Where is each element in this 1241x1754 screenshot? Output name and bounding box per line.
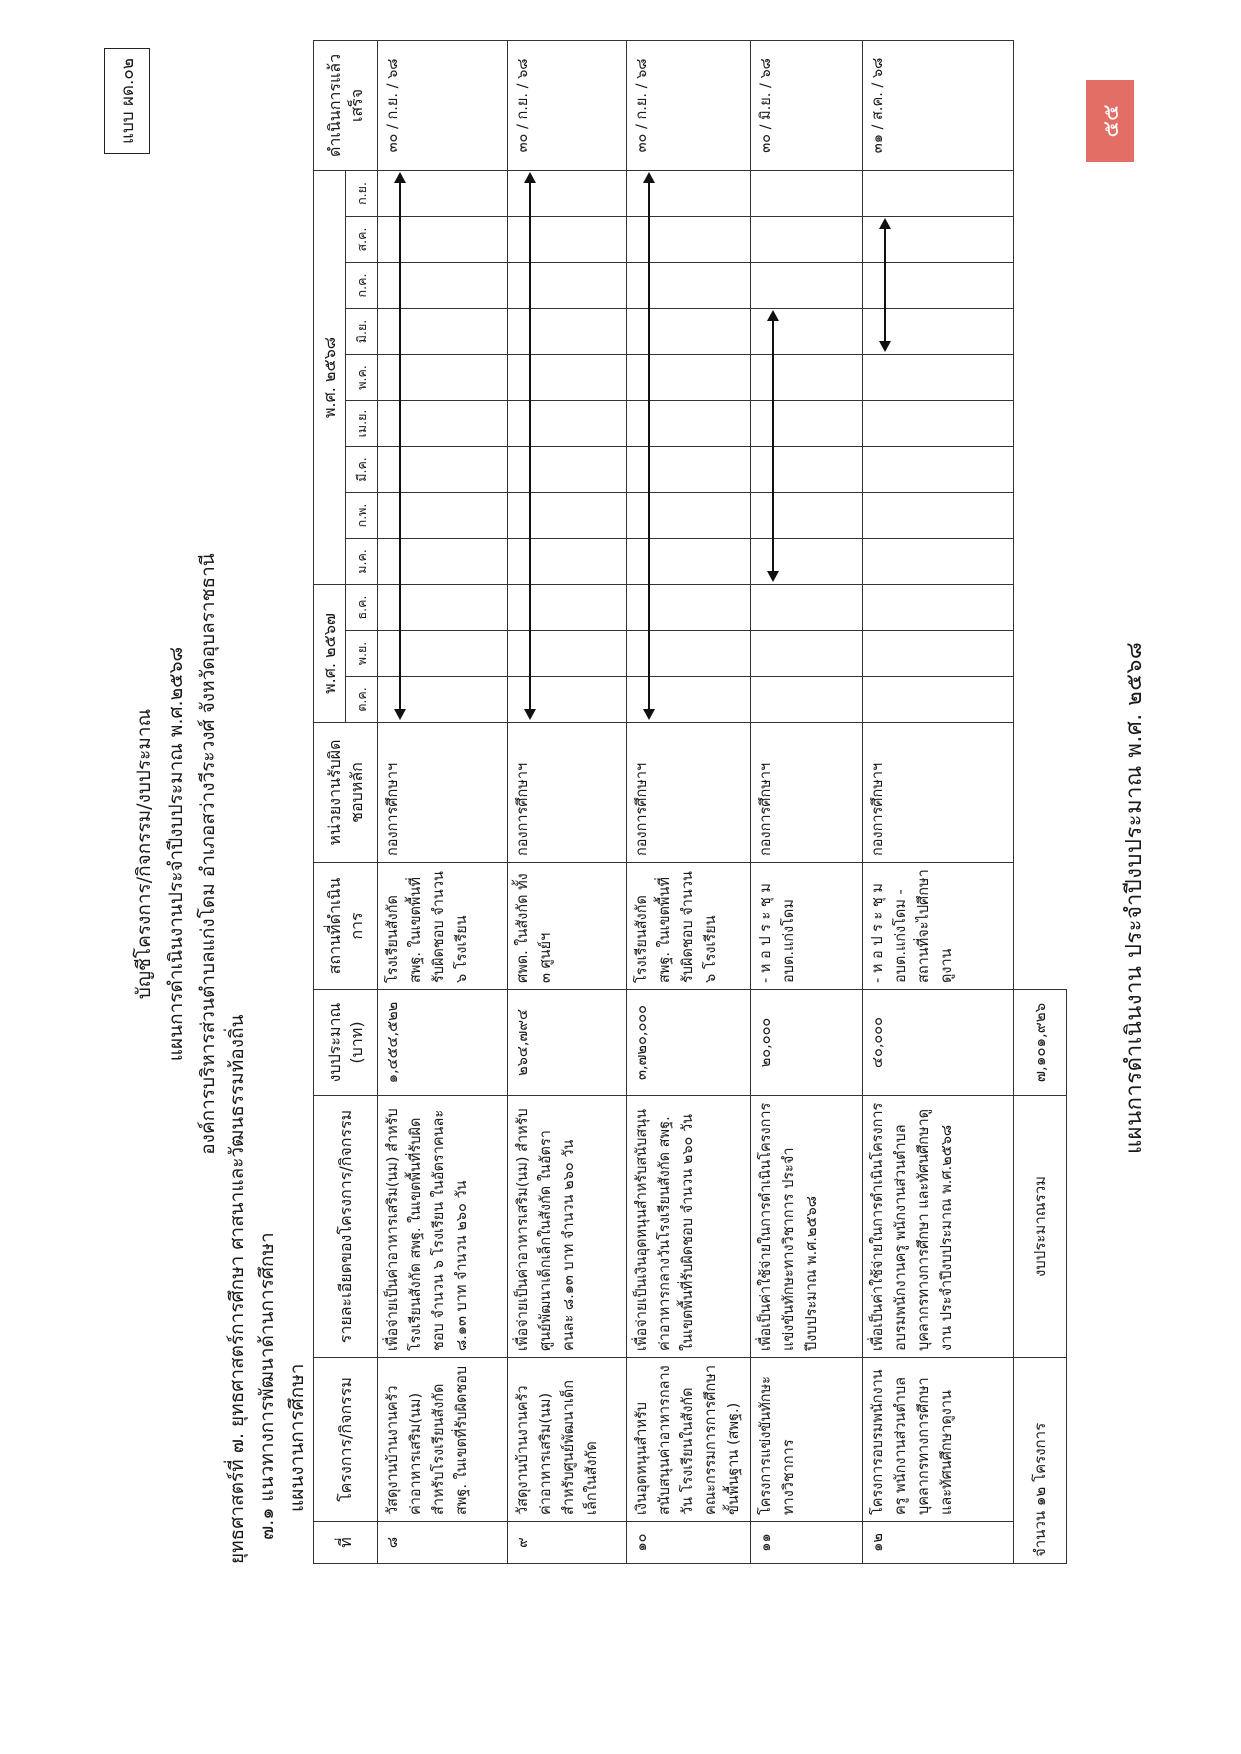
row-details: เพื่อเป็นค่าใช้จ่ายในการดำเนินโครงการอบรมพนักงานครู พนักงานส่วนตำบล บุคลากรทางการศึกษา และทัศนศึกษาดูงาน ประจำปีงบประมาณ พ.ศ.๒๕๖๘ [863,1096,1014,1358]
month-cell [508,584,627,630]
table-row [378,40,508,1563]
month-cell [863,262,1014,308]
month-cell [751,216,863,262]
month-header: พ.ค. [346,354,378,400]
month-cell [751,262,863,308]
title-line-3: องค์การบริหารส่วนตำบลแก่งโดม อำเภอสว่างวีระวงศ์ จังหวัดอุบลราชธานี [197,553,219,1155]
month-cell [627,631,751,677]
month-cell [627,354,751,400]
row-place: โรงเรียนสังกัด สพฐ. ในเขตพื้นที่รับผิดชอบ จำนวน ๖ โรงเรียน [627,863,751,990]
month-cell [863,677,1014,723]
month-cell [627,584,751,630]
row-completed: ๓๑ / ส.ค. / ๖๘ [863,40,1014,170]
row-budget: ๑,๔๕๔,๕๒๒ [378,990,508,1096]
row-place: - ห อ ป ร ะ ชุ ม อบต.แก่งโดม - สถานที่จะไปศึกษาดูงาน [863,863,1014,990]
month-cell [863,400,1014,446]
month-cell [863,538,1014,584]
month-cell [378,631,508,677]
month-cell [378,216,508,262]
title-line-1: บัญชีโครงการ/กิจกรรม/งบประมาณ [133,708,155,1000]
guideline-title: ๗.๑ แนวทางการพัฒนาด้านการศึกษา [256,1232,278,1540]
month-cell [378,400,508,446]
month-cell [751,538,863,584]
header-budget: งบประมาณ (บาท) [314,990,378,1096]
row-place: โรงเรียนสังกัด สพฐ. ในเขตพื้นที่รับผิดชอบ จำนวน ๖ โรงเรียน [378,863,508,990]
month-cell [508,262,627,308]
row-budget: ๒๖๔,๗๙๔ [508,990,627,1096]
row-place: ศพด. ในสังกัด ทั้ง ๓ ศูนย์ฯ [508,863,627,990]
header-details: รายละเอียดของโครงการ/กิจกรรม [314,1096,378,1358]
timeline-arrow [378,677,507,722]
total-sum-label: งบประมาณรวม [1014,1096,1067,1358]
month-cell [378,170,508,216]
month-header: เม.ย. [346,400,378,446]
month-header: ต.ค. [346,677,378,723]
row-number: ๑๒ [863,1522,1014,1564]
table-row [751,40,863,1563]
month-cell [378,308,508,354]
month-cell [627,677,751,723]
row-agency: กองการศึกษาฯ [751,723,863,863]
month-cell [751,677,863,723]
header-no: ที่ [314,1522,378,1564]
table-row [627,40,751,1563]
row-completed: ๓๐ / ก.ย. / ๖๘ [627,40,751,170]
month-cell [508,446,627,492]
row-agency: กองการศึกษาฯ [508,723,627,863]
month-cell [751,308,863,354]
row-agency: กองการศึกษาฯ [627,723,751,863]
total-sum: ๗,๑๐๑,๙๒๖ [1014,990,1067,1096]
month-cell [378,492,508,538]
month-header: ม.ค. [346,538,378,584]
month-cell [627,400,751,446]
project-table [313,40,1067,1564]
row-number: ๙ [508,1522,627,1564]
month-cell [378,446,508,492]
strategy-block [222,1015,312,1565]
timeline-arrow [751,539,862,584]
row-project: วัสดุงานบ้านงานครัว ค่าอาหารเสริม(นม) สำหรับศูนย์พัฒนาเด็กเล็กในสังกัด [508,1358,627,1522]
month-cell [508,308,627,354]
month-cell [508,677,627,723]
work-plan-title: แผนงานการศึกษา [286,1363,308,1512]
title-line-2: แผนการดำเนินงานประจำปีงบประมาณ พ.ศ.๒๕๖๘ [165,646,187,1062]
row-project: วัสดุงานบ้านงานครัว ค่าอาหารเสริม(นม) สำหรับโรงเรียนสังกัด สพฐ. ในเขตที่รับผิดชอบ [378,1358,508,1522]
row-project: โครงการอบรมพนักงานครู พนักงานส่วนตำบล บุคลากรทางการศึกษา และทัศนศึกษาดูงาน [863,1358,1014,1522]
month-cell [508,538,627,584]
row-project: โครงการแข่งขันทักษะทางวิชาการ [751,1358,863,1522]
total-count: จำนวน ๑๒ โครงการ [1014,1358,1067,1564]
month-header: ธ.ค. [346,584,378,630]
month-cell [751,446,863,492]
month-cell [863,308,1014,354]
row-details: เพื่อเป็นค่าใช้จ่ายในการดำเนินโครงการแข่งขันทักษะทางวิชาการ ประจำปีงบประมาณ พ.ศ.๒๕๖๘ [751,1096,863,1358]
total-row [1014,40,1067,1563]
form-code: แบบ ผด.๐๒ [104,48,150,154]
month-cell [863,584,1014,630]
document-title [128,474,224,1234]
month-cell [751,400,863,446]
timeline-arrow [863,309,1013,354]
row-details: เพื่อจ่ายเป็นค่าอาหารเสริม(นม) สำหรับโรงเรียนสังกัด สพฐ. ในเขตพื้นที่รับผิดชอบ จำนวน ๖ โรงเรียน ในอัตราคนละ ๘.๑๓ บาท จำนวน ๒๖๐ วัน [378,1096,508,1358]
row-details: เพื่อจ่ายเป็นค่าอาหารเสริม(นม) สำหรับศูนย์พัฒนาเด็กเล็กในสังกัด ในอัตราคนละ ๘.๑๓ บาท จำนวน ๒๖๐ วัน [508,1096,627,1358]
timeline-arrow [508,677,626,722]
row-number: ๑๑ [751,1522,863,1564]
month-cell [751,492,863,538]
row-project: เงินอุดหนุนสำหรับสนับสนุนค่าอาหารกลางวัน โรงเรียนในสังกัดคณะกรรมการการศึกษาขั้นพื้นฐาน (สพฐ.) [627,1358,751,1522]
row-completed: ๓๐ / มิ.ย. / ๖๘ [751,40,863,170]
month-cell [378,354,508,400]
timeline-arrow [627,677,750,722]
month-cell [378,677,508,723]
month-cell [508,631,627,677]
row-completed: ๓๐ / ก.ย. / ๖๘ [508,40,627,170]
month-cell [627,262,751,308]
row-agency: กองการศึกษาฯ [378,723,508,863]
month-cell [863,446,1014,492]
month-cell [863,631,1014,677]
table-row [508,40,627,1563]
month-header: ก.ย. [346,170,378,216]
strategy-title: ยุทธศาสตร์ที่ ๗. ยุทธศาสตร์การศึกษา ศาสนาและวัฒนธรรมท้องถิ่น [226,1014,248,1564]
month-cell [751,354,863,400]
month-cell [508,170,627,216]
month-cell [863,170,1014,216]
header-project: โครงการ/กิจกรรม [314,1358,378,1522]
month-cell [508,492,627,538]
month-header: ก.ค. [346,262,378,308]
month-header: พ.ย. [346,631,378,677]
month-cell [627,216,751,262]
row-details: เพื่อจ่ายเป็นเงินอุดหนุนสำหรับสนับสนุนค่าอาหารกลางวันโรงเรียนสังกัด สพฐ. ในเขตพื้นที่รับผิดชอบ จำนวน ๒๖๐ วัน [627,1096,751,1358]
month-cell [627,538,751,584]
month-cell [508,216,627,262]
month-cell [627,492,751,538]
header-place: สถานที่ดำเนินการ [314,863,378,990]
month-cell [508,354,627,400]
month-header: ก.พ. [346,492,378,538]
month-header: มิ.ย. [346,308,378,354]
month-cell [627,170,751,216]
header-agency: หน่วยงานรับผิดชอบหลัก [314,723,378,863]
header-completed: ดำเนินการแล้วเสร็จ [314,40,378,170]
month-header: มี.ค. [346,446,378,492]
month-cell [508,400,627,446]
month-cell [863,216,1014,262]
row-agency: กองการศึกษาฯ [863,723,1014,863]
month-cell [751,631,863,677]
footer-text: แผนการดำเนินงาน ประจำปีงบประมาณ พ.ศ. ๒๕๖๘ [1122,641,1147,1154]
row-budget: ๔๐,๐๐๐ [863,990,1014,1096]
header-fy2567: พ.ศ. ๒๕๖๗ [314,584,346,722]
month-cell [627,446,751,492]
month-cell [751,170,863,216]
month-cell [378,262,508,308]
month-header: ส.ค. [346,216,378,262]
row-completed: ๓๐ / ก.ย. / ๖๘ [378,40,508,170]
row-budget: ๓,๗๒๐,๐๐๐ [627,990,751,1096]
table-row [863,40,1014,1563]
month-cell [627,308,751,354]
row-budget: ๒๐,๐๐๐ [751,990,863,1096]
page-number-badge: ๕๕ [1086,80,1134,162]
row-number: ๘ [378,1522,508,1564]
month-cell [378,584,508,630]
month-cell [751,584,863,630]
row-number: ๑๐ [627,1522,751,1564]
month-cell [863,354,1014,400]
header-fy2568: พ.ศ. ๒๕๖๘ [314,170,346,584]
row-place: - ห อ ป ร ะ ชุ ม อบต.แก่งโดม [751,863,863,990]
month-cell [378,538,508,584]
month-cell [863,492,1014,538]
